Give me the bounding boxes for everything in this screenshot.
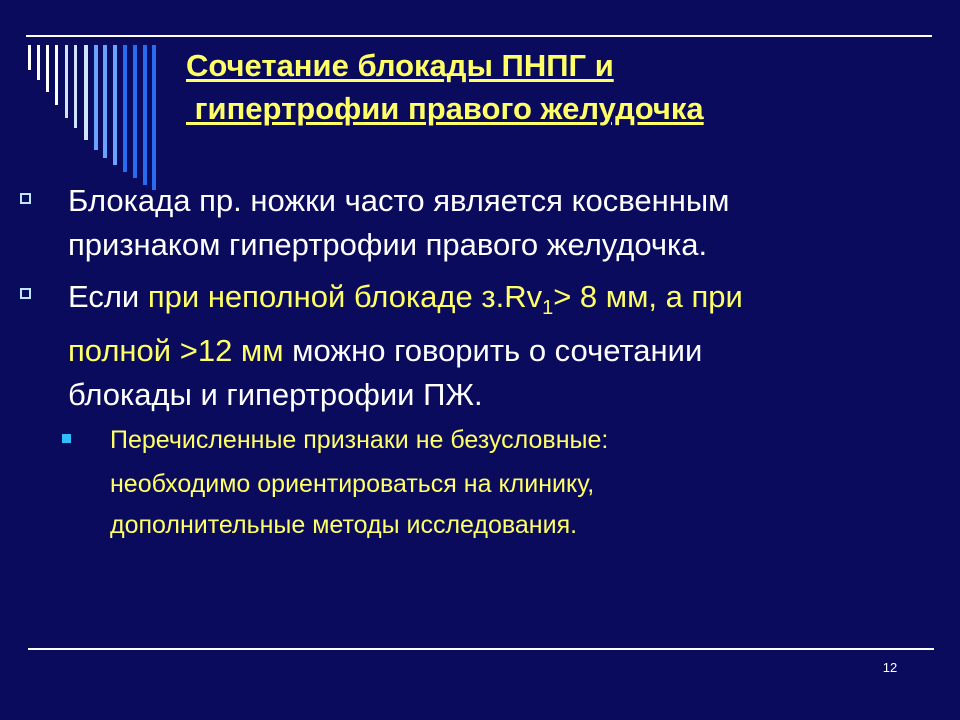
bullet-2-text: Если <box>68 279 148 314</box>
subscript: 1 <box>542 297 554 319</box>
sub-bullet-line-3: дополнительные методы исследования. <box>110 511 578 539</box>
title-line-2: гипертрофии правого желудочка <box>186 91 704 126</box>
decor-stripe <box>123 45 127 172</box>
square-bullet-icon <box>20 288 31 299</box>
decor-stripe <box>152 45 156 190</box>
decor-stripe <box>84 45 88 140</box>
decor-stripe <box>74 45 77 128</box>
decor-stripe <box>143 45 147 185</box>
decor-stripe <box>55 45 58 105</box>
decor-stripe <box>37 45 40 80</box>
bullet-2-line-3: блокады и гипертрофии ПЖ. <box>68 377 483 412</box>
sub-bullet-line-1: Перечисленные признаки не безусловные: <box>110 426 609 454</box>
decor-stripe <box>65 45 68 118</box>
page-number: 12 <box>882 660 898 675</box>
sub-bullet-line-2: необходимо ориентироваться на клинику, <box>110 470 595 498</box>
decor-stripe <box>133 45 137 178</box>
square-bullet-icon <box>20 193 31 204</box>
decor-stripe <box>46 45 49 92</box>
bottom-rule <box>28 648 934 650</box>
decor-stripe <box>113 45 117 165</box>
decor-stripe <box>28 45 31 70</box>
bullet-2-line-1 <box>68 276 743 318</box>
bullet-2-highlight: полной >12 мм <box>68 333 284 368</box>
striped-decoration <box>0 0 170 200</box>
bullet-2-text: можно говорить о сочетании <box>283 333 703 368</box>
bullet-2-highlight: при неполной блокаде з.Rv <box>147 279 543 314</box>
decor-stripe <box>103 45 107 158</box>
bullet-2-line-2 <box>68 330 702 372</box>
top-rule <box>26 35 932 37</box>
bullet-1-line-2: признаком гипертрофии правого желудочка. <box>68 227 708 262</box>
square-sub-bullet-icon <box>62 434 71 443</box>
bullet-1-line-1: Блокада пр. ножки часто является косвенным <box>68 183 730 218</box>
title-line-1: Сочетание блокады ПНПГ и <box>186 48 614 83</box>
decor-stripe <box>94 45 98 150</box>
slide-title <box>186 44 886 130</box>
bullet-2-highlight: > 8 мм, а при <box>553 279 743 314</box>
